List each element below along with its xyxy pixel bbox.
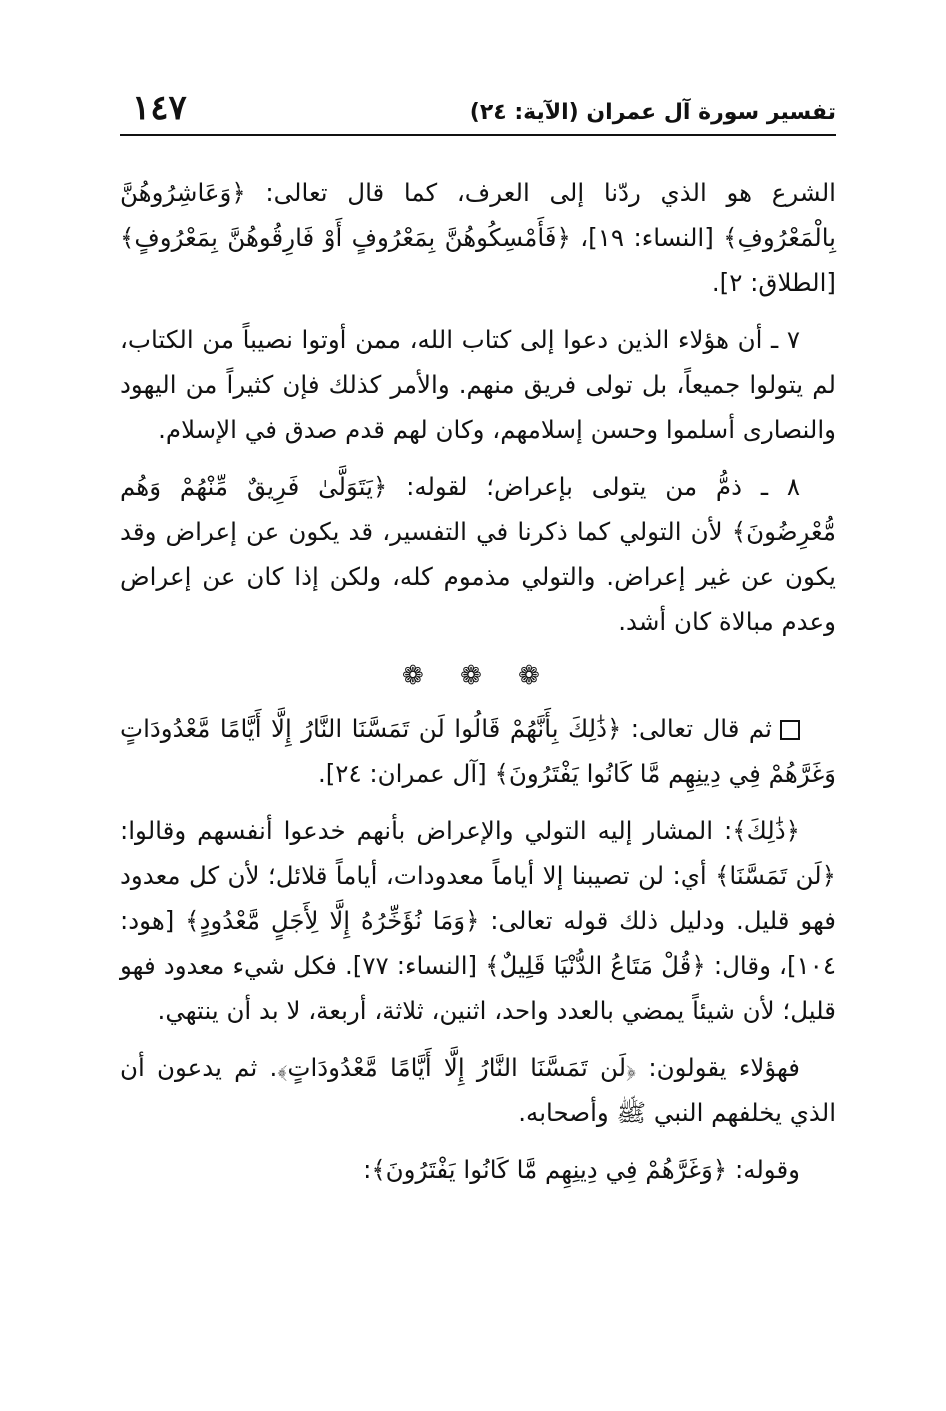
page-number: ١٤٧ [132, 88, 187, 128]
square-bullet-icon [780, 720, 800, 740]
paragraph-his-saying: وقوله: ﴿وَغَرَّهُمْ فِي دِينِهِم مَّا كَانُوا يَفْتَرُونَ﴾: [363, 1155, 800, 1184]
body-text [120, 170, 836, 1192]
verse-text: ثم قال تعالى: ﴿ذَٰلِكَ بِأَنَّهُمْ قَالُوا لَن تَمَسَّنَا النَّارُ إِلَّا أَيَّامًا مَّعْدُودَاتٍ وَغَرَّهُمْ فِي دِينِهِم مَّا كَانُوا يَفْتَرُونَ﴾ [آل عمران: ٢٤]. [120, 714, 836, 788]
paragraph-explanation: ﴿ذَٰلِكَ﴾: المشار إليه التولي والإعراض بأنهم خدعوا أنفسهم وقالوا: ﴿لَن تَمَسَّنَا﴾ أي: لن تصيبنا إلا أياماً معدودات، أياماً قلائل؛ لأن كل معدود فهو قليل. ودليل ذلك قوله تعالى: ﴿وَمَا نُؤَخِّرُهُ إِلَّا لِأَجَلٍ مَّعْدُودٍ﴾ [هود: ١٠٤]، وقال: ﴿قُلْ مَتَاعُ الدُّنْيَا قَلِيلٌ﴾ [النساء: ٧٧]. فكل شيء معدود فهو قليل؛ لأن شيئاً يمضي بالعدد واحد، اثنين، ثلاثة، أربعة، لا بد أن ينتهي. [120, 816, 836, 1025]
paragraph-verse [120, 706, 836, 796]
section-separator: ❁ ❁ ❁ [402, 661, 554, 691]
page-header [120, 88, 836, 136]
paragraph-continuation: الشرع هو الذي ردّنا إلى العرف، كما قال تعالى: ﴿وَعَاشِرُوهُنَّ بِالْمَعْرُوفِ﴾ [النساء: ١٩]، ﴿فَأَمْسِكُوهُنَّ بِمَعْرُوفٍ أَوْ فَارِقُوهُنَّ بِمَعْرُوفٍ﴾ [الطلاق: ٢]. [120, 178, 836, 297]
paragraph-they-say: فهؤلاء يقولون: ﴿لَن تَمَسَّنَا النَّارُ إِلَّا أَيَّامًا مَّعْدُودَاتٍ﴾. ثم يدعون أن الذي يخلفهم النبي ﷺ وأصحابه. [120, 1053, 836, 1127]
running-title: تفسير سورة آل عمران (الآية: ٢٤) [469, 100, 836, 125]
paragraph-point-7: ٧ ـ أن هؤلاء الذين دعوا إلى كتاب الله، ممن أوتوا نصيباً من الكتاب، لم يتولوا جميعاً، بل تولى فريق منهم. والأمر كذلك فإن كثيراً من اليهود والنصارى أسلموا وحسن إسلامهم، وكان لهم قدم صدق في الإسلام. [120, 325, 836, 444]
paragraph-point-8: ٨ ـ ذمُّ من يتولى بإعراض؛ لقوله: ﴿يَتَوَلَّىٰ فَرِيقٌ مِّنْهُمْ وَهُم مُّعْرِضُونَ﴾ لأن التولي كما ذكرنا في التفسير، قد يكون عن إعراض وقد يكون عن غير إعراض. والتولي مذموم كله، ولكن إذا كان عن إعراض وعدم مبالاة كان أشد. [120, 472, 836, 636]
